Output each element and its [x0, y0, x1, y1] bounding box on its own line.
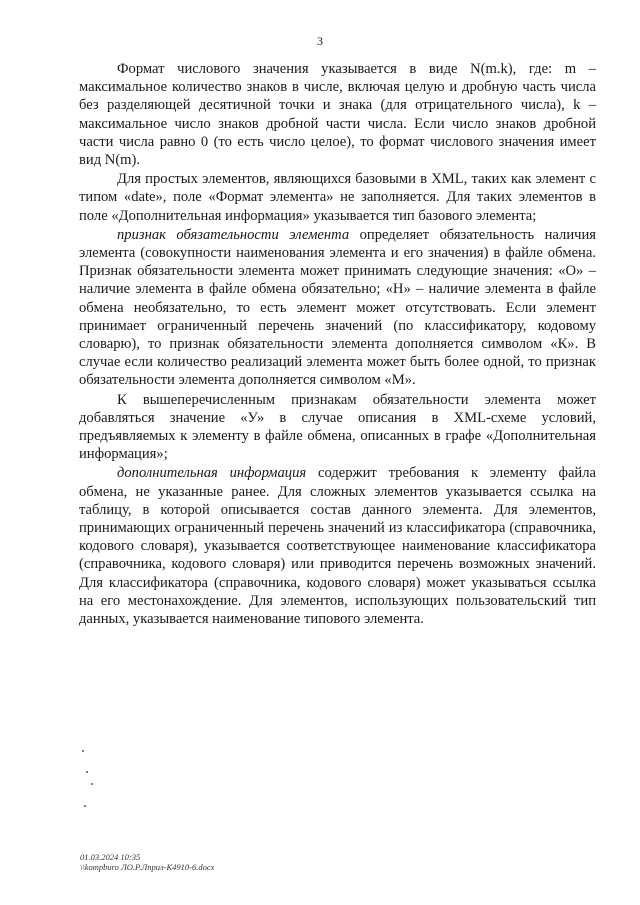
text-mandatory-attribute: определяет обязательность наличия элемента (совокупности наименования элемента и его значения) в файле обмена. Признак обязательности элемента может принимать следующие значения: «О» – наличие элемента в файле обмена обязательно; «Н» – наличие элемента в файле обмена необязательно, то есть элемент может отсутствовать. Если элемент принимает ограниченный перечень значений (по классификатору, кодовому словарю), то признак обязательности элемента дополняется символом «К». В случае если количество реализаций элемента может быть более одной, то признак обязательности элемента дополняется символом «М». [79, 226, 596, 389]
page-number: 3 [317, 34, 323, 48]
document-body [79, 60, 596, 629]
paragraph-additional-info [79, 464, 596, 628]
text-additional-info: содержит требования к элементу файла обмена, не указанные ранее. Для сложных элементов указывается ссылка на таблицу, в которой описывается состав данного элемента. Для элементов, принимающих ограниченный перечень значений из классификатора (справочника, кодового словаря), указывается соответствующее наименование классификатора (справочника, кодового словаря) или приводится перечень возможных значений. Для классификатора (справочника, кодового словаря) может указываться ссылка на его местонахождение. Для элементов, использующих пользовательский тип данных, указывается наименование типового элемента. [79, 465, 597, 628]
term-mandatory-attribute: признак обязательности элемента [117, 226, 350, 243]
paragraph-simple-elements: Для простых элементов, являющихся базовыми в XML, таких как элемент с типом «date», поле «Формат элемента» не заполняется. Для таких элементов в поле «Дополнительная информация» указывается тип базового элемента; [79, 171, 596, 224]
paragraph-condition-value: К вышеперечисленным признакам обязательности элемента может добавляться значение «У» в случае описания в XML-схеме условий, предъявляемых к элементу в файле обмена, описанных в графе «Дополнительная информация»; [79, 391, 596, 463]
footer-file-path: \\kompburo ЛО.Р.Лприл-К4910-6.docx [80, 862, 215, 872]
footer-timestamp: 01.03.2024 10:35 [80, 852, 141, 862]
paragraph-number-format: Формат числового значения указывается в виде N(m.k), где: m – максимальное количество знаков в числе, включая целую и дробную часть числа без разделяющей десятичной точки и знака (для отрицательного числа), k – максимальное число знаков дробной части числа. Если число знаков дробной части числа равно 0 (то есть число целое), то формат числового значения имеет вид N(m). [79, 61, 596, 169]
scan-speck [84, 805, 86, 807]
scan-speck [86, 771, 88, 773]
term-additional-info: дополнительная информация [117, 465, 307, 482]
scan-speck [82, 750, 84, 752]
scan-speck [91, 783, 93, 785]
document-footer [80, 852, 214, 872]
paragraph-mandatory-attribute [79, 226, 596, 390]
